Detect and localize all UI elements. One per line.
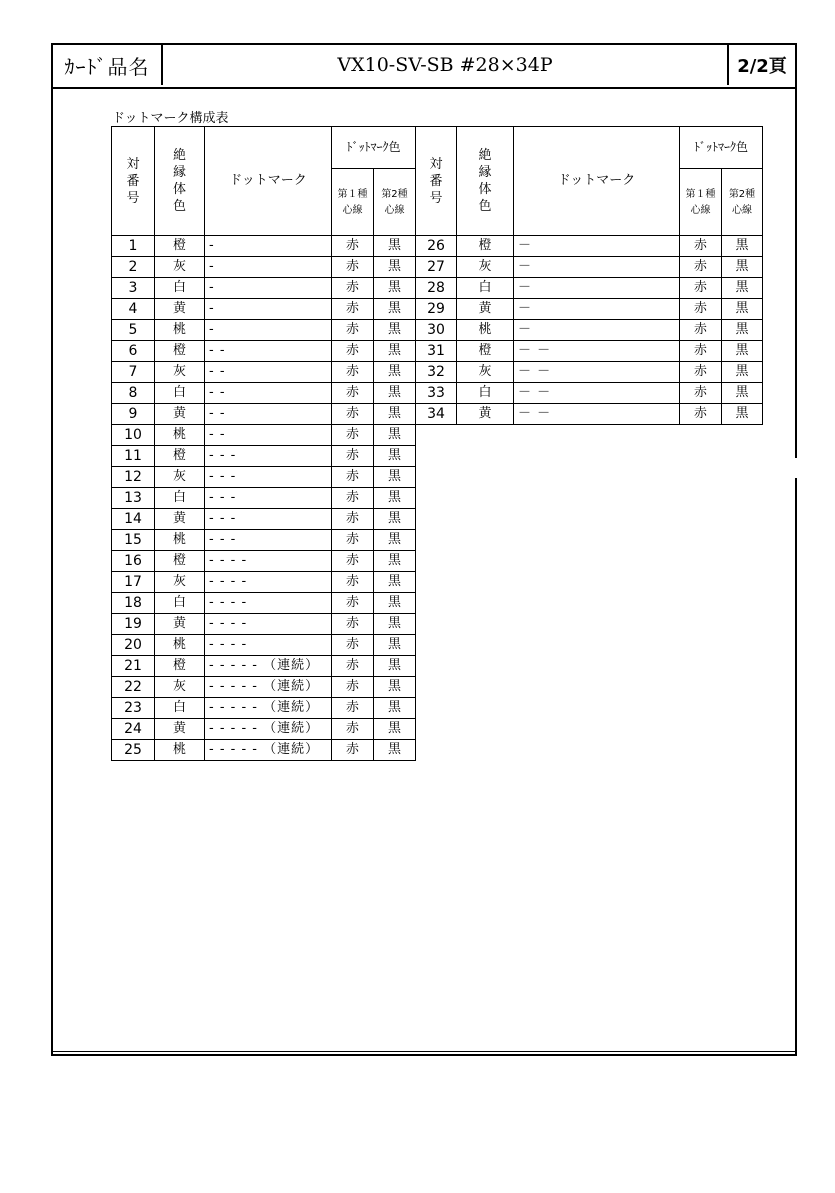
second-core-color-cell: 黒 [374, 530, 416, 551]
insulation-color-cell: 白 [155, 593, 205, 614]
pair-no-cell: 23 [112, 698, 155, 719]
insulation-color-cell: 橙 [457, 341, 514, 362]
dot-mark-cell: - - [205, 362, 332, 383]
first-core-color-cell: 赤 [680, 341, 722, 362]
card-label: ｶｰﾄﾞ品名 [53, 45, 163, 85]
header-second-core: 第2種 心線 [722, 169, 763, 236]
first-core-color-cell: 赤 [332, 677, 374, 698]
table-row [112, 278, 416, 299]
pair-no-cell: 19 [112, 614, 155, 635]
pair-no-cell: 16 [112, 551, 155, 572]
dot-mark-cell: - - - - [205, 614, 332, 635]
pair-no-cell: 10 [112, 425, 155, 446]
dot-mark-cell: － [514, 236, 680, 257]
dot-mark-cell: － － [514, 383, 680, 404]
insulation-color-cell: 橙 [155, 656, 205, 677]
first-core-color-cell: 赤 [332, 740, 374, 761]
dot-mark-cell: - - - [205, 509, 332, 530]
insulation-color-cell: 白 [155, 383, 205, 404]
dot-mark-cell: - - - [205, 488, 332, 509]
insulation-color-cell: 灰 [155, 572, 205, 593]
table-row [112, 677, 416, 698]
dot-mark-cell: - - - - [205, 593, 332, 614]
insulation-color-cell: 灰 [155, 257, 205, 278]
second-core-color-cell: 黒 [374, 488, 416, 509]
first-core-color-cell: 赤 [332, 257, 374, 278]
second-core-color-cell: 黒 [722, 299, 763, 320]
dot-mark-table-right [415, 126, 763, 425]
header-insulation-color: 絶縁体色 [155, 127, 205, 236]
frame-gap [795, 458, 799, 478]
table-row [112, 362, 416, 383]
insulation-color-cell: 白 [155, 488, 205, 509]
pair-no-cell: 17 [112, 572, 155, 593]
dot-mark-cell: － － [514, 341, 680, 362]
insulation-color-cell: 灰 [155, 467, 205, 488]
frame-double-line [51, 1051, 797, 1052]
dot-mark-cell: - [205, 236, 332, 257]
second-core-color-cell: 黒 [374, 551, 416, 572]
header-pair-no: 対番号 [416, 127, 457, 236]
table-row [112, 572, 416, 593]
table-row [416, 299, 763, 320]
dot-mark-cell: - [205, 299, 332, 320]
second-core-color-cell: 黒 [722, 341, 763, 362]
insulation-color-cell: 桃 [155, 635, 205, 656]
second-core-color-cell: 黒 [374, 614, 416, 635]
header-dot-mark: ドットマーク [514, 127, 680, 236]
second-core-color-cell: 黒 [722, 383, 763, 404]
dot-mark-cell: - - [205, 383, 332, 404]
first-core-color-cell: 赤 [332, 236, 374, 257]
second-core-color-cell: 黒 [374, 467, 416, 488]
insulation-color-cell: 橙 [155, 236, 205, 257]
table-row [112, 530, 416, 551]
insulation-color-cell: 橙 [155, 341, 205, 362]
insulation-color-cell: 黄 [155, 614, 205, 635]
first-core-color-cell: 赤 [680, 236, 722, 257]
pair-no-cell: 22 [112, 677, 155, 698]
dot-mark-cell: - - [205, 425, 332, 446]
first-core-color-cell: 赤 [332, 278, 374, 299]
first-core-color-cell: 赤 [680, 257, 722, 278]
second-core-color-cell: 黒 [374, 257, 416, 278]
second-core-color-cell: 黒 [374, 677, 416, 698]
first-core-color-cell: 赤 [332, 467, 374, 488]
first-core-color-cell: 赤 [332, 593, 374, 614]
page-number: 2/2頁 [737, 56, 787, 77]
pair-no-cell: 1 [112, 236, 155, 257]
header-insulation-color: 絶縁体色 [457, 127, 514, 236]
pair-no-cell: 9 [112, 404, 155, 425]
first-core-color-cell: 赤 [332, 614, 374, 635]
second-core-color-cell: 黒 [374, 299, 416, 320]
first-core-color-cell: 赤 [332, 551, 374, 572]
first-core-color-cell: 赤 [680, 320, 722, 341]
table-row [112, 719, 416, 740]
first-core-color-cell: 赤 [332, 404, 374, 425]
table-row [112, 698, 416, 719]
insulation-color-cell: 灰 [457, 257, 514, 278]
second-core-color-cell: 黒 [374, 383, 416, 404]
insulation-color-cell: 灰 [155, 362, 205, 383]
first-core-color-cell: 赤 [332, 299, 374, 320]
insulation-color-cell: 白 [457, 383, 514, 404]
second-core-color-cell: 黒 [722, 362, 763, 383]
dot-mark-cell: － [514, 320, 680, 341]
second-core-color-cell: 黒 [374, 593, 416, 614]
first-core-color-cell: 赤 [332, 383, 374, 404]
dot-mark-cell: － － [514, 404, 680, 425]
dot-mark-table-left [111, 126, 416, 761]
dot-mark-cell: － － [514, 362, 680, 383]
second-core-color-cell: 黒 [374, 425, 416, 446]
pair-no-cell: 7 [112, 362, 155, 383]
insulation-color-cell: 橙 [457, 236, 514, 257]
dot-mark-cell: - - - - [205, 572, 332, 593]
dot-mark-cell: - - [205, 404, 332, 425]
table-row [416, 341, 763, 362]
table-row [112, 635, 416, 656]
second-core-color-cell: 黒 [374, 719, 416, 740]
first-core-color-cell: 赤 [332, 698, 374, 719]
insulation-color-cell: 黄 [155, 404, 205, 425]
pair-no-cell: 18 [112, 593, 155, 614]
first-core-color-cell: 赤 [332, 425, 374, 446]
header-dot-mark-color: ﾄﾞｯﾄﾏｰｸ色 [332, 127, 416, 169]
first-core-color-cell: 赤 [680, 299, 722, 320]
second-core-color-cell: 黒 [374, 341, 416, 362]
dot-mark-cell: - [205, 320, 332, 341]
pair-no-cell: 27 [416, 257, 457, 278]
header-dot-mark-color: ﾄﾞｯﾄﾏｰｸ色 [680, 127, 763, 169]
first-core-color-cell: 赤 [680, 278, 722, 299]
table-row [112, 257, 416, 278]
first-core-color-cell: 赤 [680, 362, 722, 383]
table-row [112, 656, 416, 677]
insulation-color-cell: 桃 [155, 740, 205, 761]
table-row [416, 257, 763, 278]
insulation-color-cell: 黄 [457, 404, 514, 425]
first-core-color-cell: 赤 [332, 320, 374, 341]
table-row [416, 362, 763, 383]
dot-mark-cell: - [205, 278, 332, 299]
pair-no-cell: 31 [416, 341, 457, 362]
table-row [112, 299, 416, 320]
header-first-core: 第１種 心線 [680, 169, 722, 236]
table-row [416, 320, 763, 341]
second-core-color-cell: 黒 [722, 278, 763, 299]
second-core-color-cell: 黒 [374, 404, 416, 425]
pair-no-cell: 14 [112, 509, 155, 530]
first-core-color-cell: 赤 [332, 530, 374, 551]
pair-no-cell: 6 [112, 341, 155, 362]
pair-no-cell: 5 [112, 320, 155, 341]
first-core-color-cell: 赤 [332, 509, 374, 530]
insulation-color-cell: 黄 [457, 299, 514, 320]
pair-no-cell: 29 [416, 299, 457, 320]
insulation-color-cell: 白 [457, 278, 514, 299]
dot-mark-cell: - - - [205, 446, 332, 467]
second-core-color-cell: 黒 [722, 257, 763, 278]
insulation-color-cell: 橙 [155, 551, 205, 572]
first-core-color-cell: 赤 [332, 572, 374, 593]
pair-no-cell: 2 [112, 257, 155, 278]
pair-no-cell: 15 [112, 530, 155, 551]
table-row [112, 740, 416, 761]
first-core-color-cell: 赤 [332, 341, 374, 362]
insulation-color-cell: 桃 [155, 425, 205, 446]
table-row [112, 383, 416, 404]
insulation-color-cell: 白 [155, 698, 205, 719]
pair-no-cell: 11 [112, 446, 155, 467]
table-row [112, 425, 416, 446]
first-core-color-cell: 赤 [332, 362, 374, 383]
pair-no-cell: 28 [416, 278, 457, 299]
pair-no-cell: 26 [416, 236, 457, 257]
header-first-core: 第１種 心線 [332, 169, 374, 236]
dot-mark-cell: － [514, 299, 680, 320]
dot-mark-cell: - - - - - （連続） [205, 698, 332, 719]
table-row [112, 404, 416, 425]
dot-mark-cell: - - - - - （連続） [205, 656, 332, 677]
first-core-color-cell: 赤 [332, 488, 374, 509]
dot-mark-cell: - [205, 257, 332, 278]
dot-mark-cell: - - - - - （連続） [205, 740, 332, 761]
header-second-core: 第2種 心線 [374, 169, 416, 236]
second-core-color-cell: 黒 [374, 509, 416, 530]
table-row [416, 383, 763, 404]
table-row [112, 236, 416, 257]
pair-no-cell: 33 [416, 383, 457, 404]
insulation-color-cell: 橙 [155, 446, 205, 467]
pair-no-cell: 30 [416, 320, 457, 341]
pair-no-cell: 3 [112, 278, 155, 299]
pair-no-cell: 24 [112, 719, 155, 740]
table-row [416, 404, 763, 425]
insulation-color-cell: 灰 [155, 677, 205, 698]
insulation-color-cell: 灰 [457, 362, 514, 383]
second-core-color-cell: 黒 [722, 236, 763, 257]
insulation-color-cell: 黄 [155, 299, 205, 320]
pair-no-cell: 8 [112, 383, 155, 404]
pair-no-cell: 4 [112, 299, 155, 320]
pair-no-cell: 12 [112, 467, 155, 488]
table-row [416, 278, 763, 299]
second-core-color-cell: 黒 [374, 236, 416, 257]
table-caption: ドットマーク構成表 [112, 111, 229, 126]
pair-no-cell: 20 [112, 635, 155, 656]
first-core-color-cell: 赤 [332, 446, 374, 467]
title-block [53, 45, 795, 89]
insulation-color-cell: 黄 [155, 509, 205, 530]
second-core-color-cell: 黒 [374, 656, 416, 677]
product-name: VX10-SV-SB #28×34P [163, 45, 729, 85]
table-row [112, 551, 416, 572]
dot-mark-cell: - - - - [205, 551, 332, 572]
table-row [112, 446, 416, 467]
dot-mark-cell: － [514, 257, 680, 278]
second-core-color-cell: 黒 [374, 278, 416, 299]
pair-no-cell: 21 [112, 656, 155, 677]
first-core-color-cell: 赤 [332, 719, 374, 740]
dot-mark-cell: - - - - - （連続） [205, 719, 332, 740]
insulation-color-cell: 桃 [155, 530, 205, 551]
dot-mark-cell: - - - [205, 530, 332, 551]
pair-no-cell: 34 [416, 404, 457, 425]
header-dot-mark: ドットマーク [205, 127, 332, 236]
table-row [112, 509, 416, 530]
pair-no-cell: 13 [112, 488, 155, 509]
table-row [112, 593, 416, 614]
second-core-color-cell: 黒 [374, 446, 416, 467]
dot-mark-cell: - - - [205, 467, 332, 488]
pair-no-cell: 32 [416, 362, 457, 383]
insulation-color-cell: 桃 [457, 320, 514, 341]
table-row [112, 488, 416, 509]
dot-mark-cell: - - [205, 341, 332, 362]
second-core-color-cell: 黒 [374, 362, 416, 383]
insulation-color-cell: 白 [155, 278, 205, 299]
second-core-color-cell: 黒 [374, 320, 416, 341]
first-core-color-cell: 赤 [332, 635, 374, 656]
insulation-color-cell: 黄 [155, 719, 205, 740]
dot-mark-cell: - - - - [205, 635, 332, 656]
first-core-color-cell: 赤 [332, 656, 374, 677]
table-row [416, 236, 763, 257]
first-core-color-cell: 赤 [680, 383, 722, 404]
second-core-color-cell: 黒 [722, 320, 763, 341]
second-core-color-cell: 黒 [722, 404, 763, 425]
header-pair-no: 対番号 [112, 127, 155, 236]
first-core-color-cell: 赤 [680, 404, 722, 425]
table-row [112, 320, 416, 341]
table-row [112, 467, 416, 488]
dot-mark-cell: － [514, 278, 680, 299]
insulation-color-cell: 桃 [155, 320, 205, 341]
pair-no-cell: 25 [112, 740, 155, 761]
second-core-color-cell: 黒 [374, 572, 416, 593]
second-core-color-cell: 黒 [374, 635, 416, 656]
table-row [112, 614, 416, 635]
second-core-color-cell: 黒 [374, 698, 416, 719]
second-core-color-cell: 黒 [374, 740, 416, 761]
dot-mark-cell: - - - - - （連続） [205, 677, 332, 698]
table-row [112, 341, 416, 362]
